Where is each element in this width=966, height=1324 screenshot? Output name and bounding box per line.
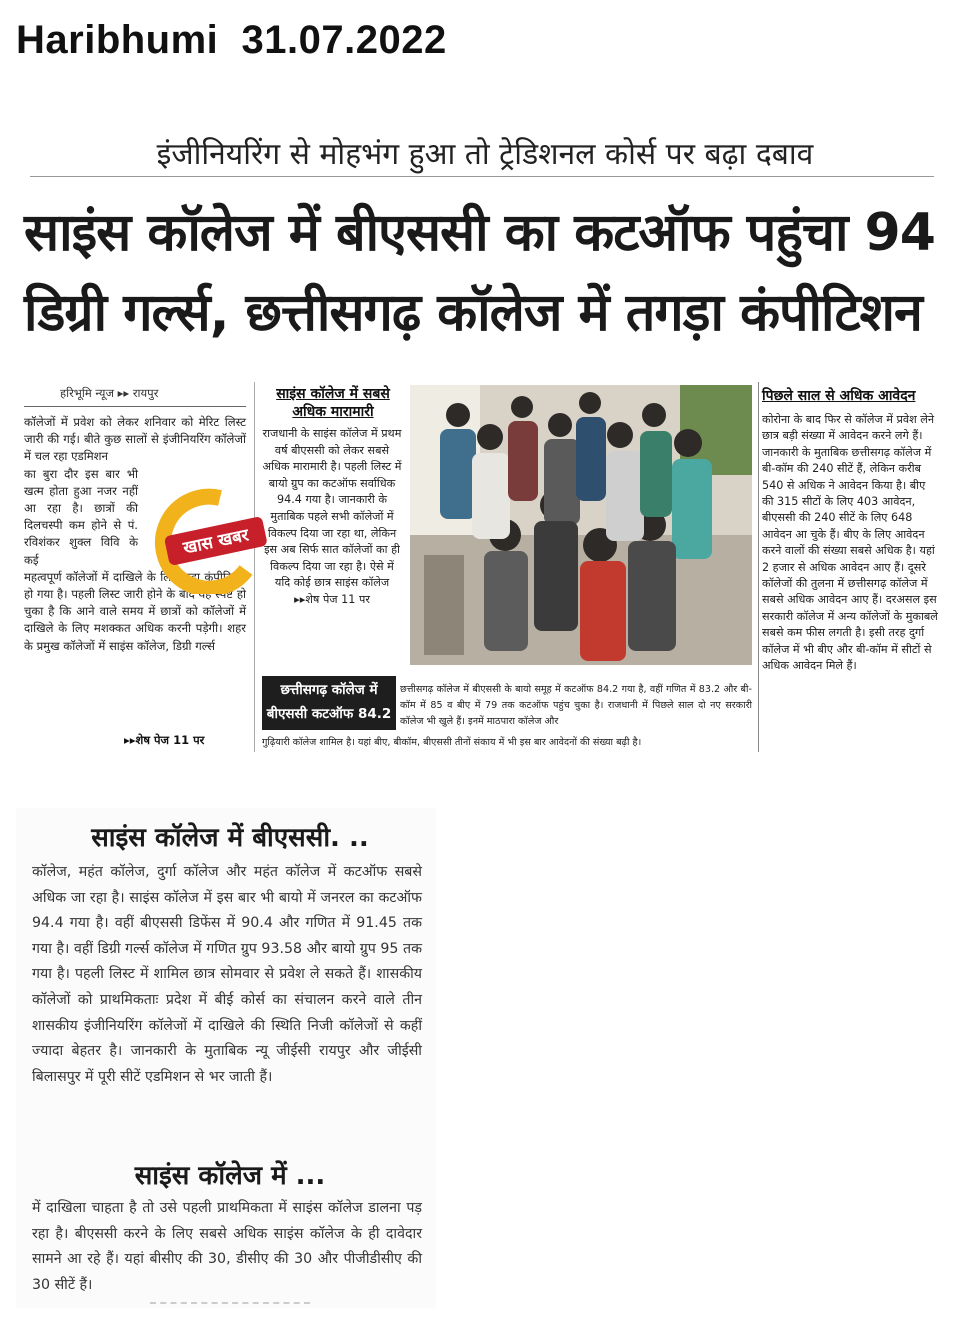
kicker-divider: [30, 176, 934, 177]
continuation-body-2: में दाखिला चाहता है तो उसे पहली प्राथमिकता में साइंस कॉलेज डालना पड़ रहा है। बीएससी करने के लिए सबसे अधिक साइंस कॉलेज के ही दावेदार सामने आ रहे हैं। यहां बीसीए की 30, डीसीए की 30 और पीजीडीसीए की 30 सीटें हैं।: [32, 1200, 422, 1293]
paragraph: महत्वपूर्ण कॉलेजों में दाखिले के लिए कड़ा कंपीटिशन हो गया है। पहली लिस्ट जारी होने के बाद यह स्पष्ट हो चुका है कि आने वाले समय में छात्रों को कॉलेजों में दाखिले के लिए मशक्कत अधिक करनी पड़ेगी। शहर के प्रमुख कॉलेजों में साइंस कॉलेज, डिग्री गर्ल्स: [24, 569, 246, 653]
sidebar-heading: साइंस कॉलेज में सबसे अधिक मारामारी: [276, 386, 390, 420]
photo-illustration: [410, 385, 752, 665]
badge-label: खास खबर: [181, 525, 251, 559]
continuation-heading-2: साइंस कॉलेज में ...: [134, 1161, 326, 1191]
right-column-heading: पिछले साल से अधिक आवेदन: [762, 388, 916, 404]
photo-caption: छत्तीसगढ़ कॉलेज में बीएससी के बायो समूह में कटऑफ 84.2 गया है, वहीं गणित में 83.2 और बी-कॉम में 85 व बीए में 79 तक कटऑफ पहुंच चुका है। राजधानी में पिछले साल दो नए सरकारी कॉलेज भी खुले हैं। इनमें माठपारा कॉलेज और: [400, 684, 752, 727]
paragraph: कॉलेजों में प्रवेश को लेकर शनिवार को मेरिट लिस्ट जारी की गई। बीते कुछ सालों से इंजीनियरिंग कॉलेजों में चल रहा एडमिशन: [24, 415, 246, 464]
sidebar-body: राजधानी के साइंस कॉलेज में प्रथम वर्ष बीएससी को लेकर सबसे अधिक मारामारी है। पहली लिस्ट में बायो ग्रुप का कटऑफ सर्वाधिक 94.4 गया है। जानकारी के मुताबिक पहले सभी कॉलेजों में विकल्प दिया जा रहा था, लेकिन इस अब सिर्फ सात कॉलेजों का ही विकल्प दिया जा रहा है। ऐसे में यदि कोई छात्र साइंस कॉलेज ▸▸शेष पेज 11 पर: [262, 427, 402, 606]
clipping-edge: [150, 1302, 310, 1312]
continuation-heading-1: साइंस कॉलेज में बीएससी. ..: [91, 823, 369, 853]
highlight-line1: छत्तीसगढ़ कॉलेज में: [280, 682, 378, 698]
main-headline-line2: डिग्री गर्ल्स, छत्तीसगढ़ कॉलेज में तगड़ा कंपीटिशन: [24, 283, 922, 343]
cutoff-highlight-box: [262, 676, 396, 730]
column-divider: [758, 382, 759, 752]
khas-khabar-badge: [146, 484, 270, 594]
highlight-line2: बीएससी कटऑफ 84.2: [266, 706, 392, 722]
paragraph: का बुरा दौर इस बार भी खत्म होता हुआ नजर नहीं आ रहा है। छात्रों की दिलचस्पी कम होने से पं. रविशंकर शुक्ल विवि के कई: [24, 466, 138, 567]
main-headline-line1: साइंस कॉलेज में बीएससी का कटऑफ पहुंचा 94: [24, 203, 935, 263]
photo-caption-continued: गुढ़ियारी कॉलेज शामिल है। यहां बीए, बीकॉम, बीएससी तीनों संकाय में भी इस बार आवेदनों की संख्या बढ़ी है।: [262, 737, 642, 748]
byline: हरिभूमि न्यूज ▸▸ रायपुर: [60, 386, 159, 400]
right-column-body: कोरोना के बाद फिर से कॉलेज में प्रवेश लेने छात्र बड़ी संख्या में आवेदन करने लगे हैं। जानकारी के मुताबिक छत्तीसगढ़ कॉलेज में बी-कॉम की 240 सीटें हैं, लेकिन करीब 540 से अधिक ने आवेदन किया है। बीए की 315 सीटों के लिए 403 आवेदन, बीएससी की 240 सीटें के लिए 648 आवेदन आ चुके हैं। बीए के लिए आवेदन करने वालों की संख्या सबसे अधिक है। यहां 2 हजार से अधिक आवेदन आए हैं। दूसरे कॉलेजों की तुलना में छत्तीसगढ़ कॉलेज में सबसे अधिक आवेदन आए हैं। दरअसल इस सरकारी कॉलेज में अन्य कॉलेजों के मुकाबले सबसे कम फीस लगती है। इसी तरह दुर्गा कॉलेज में भी बीए और बी-कॉम में सीटों से अधिक आवेदन मिले हैं।: [762, 413, 938, 673]
continuation-body-1: कॉलेज, महंत कॉलेज, दुर्गा कॉलेज और महंत कॉलेज में कटऑफ सबसे अधिक जा रहा है। साइंस कॉलेज में इस बार भी बायो में जनरल का कटऑफ 94.4 गया है। वहीं बीएससी डिफेंस में 90.4 और गणित में 91.45 तक गया है। वहीं डिग्री गर्ल्स कॉलेज में गणित ग्रुप 93.58 और बायो ग्रुप 95 तक गया है। पहली लिस्ट में शामिल छात्र सोमवार से प्रवेश ले सकते हैं। शासकीय कॉलेजों को प्राथमिकताः प्रदेश में बीई कोर्स का संचालन करने वाले तीन शासकीय इंजीनियरिंग कॉलेजों में दाखिले की स्थिति निजी कॉलेजों से कहीं ज्यादा बेहतर है। जानकारी के मुताबिक न्यू जीईसी रायपुर और जीईसी बिलासपुर में पूरी सीटें एडमिशन से भर जाती हैं।: [32, 864, 422, 1085]
kicker-headline: इंजीनियरिंग से मोहभंग हुआ तो ट्रेडिशनल कोर्स पर बढ़ा दबाव: [156, 137, 814, 172]
students-photo: [410, 385, 752, 665]
continued-on-page-link: ▸▸शेष पेज 11 पर: [124, 733, 205, 747]
clipping-title: Haribhumi 31.07.2022: [16, 18, 447, 62]
byline-divider: [24, 406, 246, 407]
